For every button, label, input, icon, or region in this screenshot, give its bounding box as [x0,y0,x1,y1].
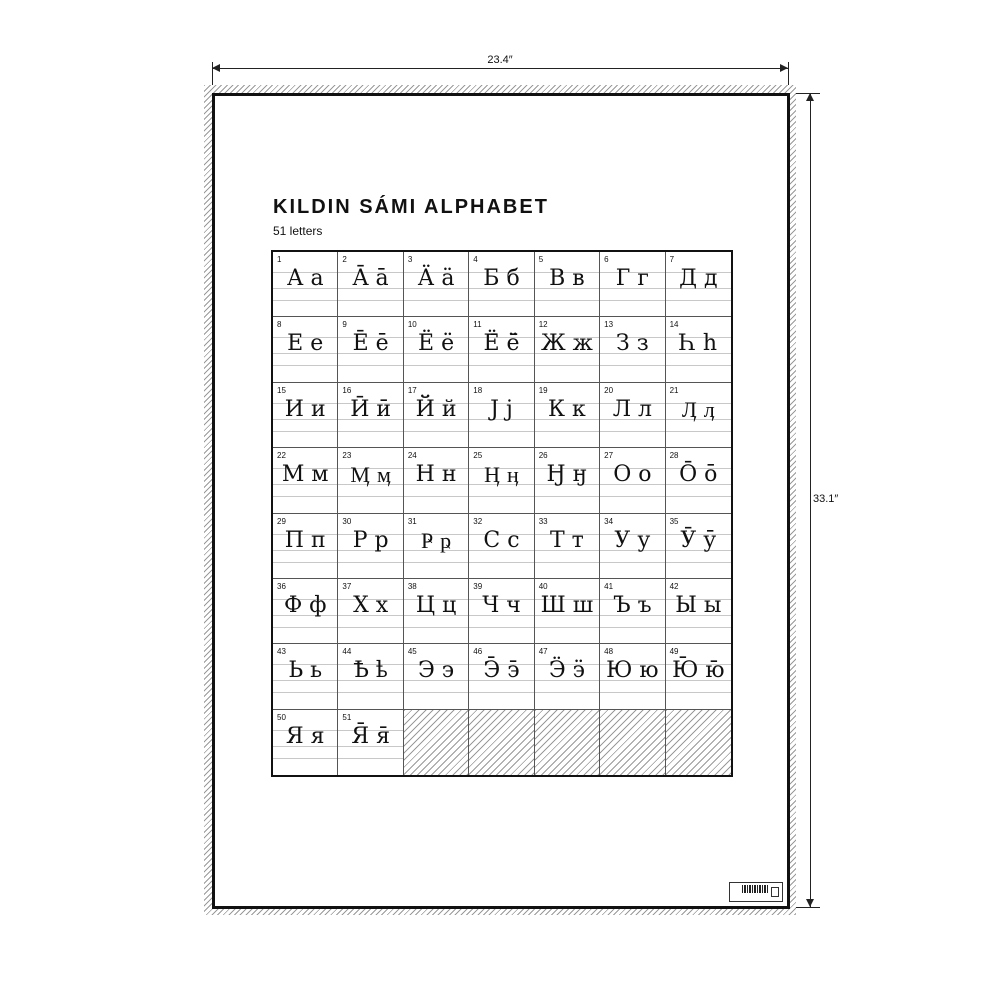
letter-glyph: Һ һ [679,331,718,357]
letter-glyph: Н н [415,462,457,488]
guide-line [404,300,468,301]
guide-line [273,758,337,759]
guide-line [273,496,337,497]
guide-line [469,365,533,366]
guide-line [469,692,533,693]
letter-cell [600,579,665,644]
letter-cell [600,514,665,579]
guide-line [666,627,731,628]
letter-glyph: Ē ē [352,331,389,357]
letter-glyph: Й й [415,396,457,422]
letter-glyph: Б б [483,266,520,291]
letter-glyph: Ж ж [540,331,593,357]
letter-glyph: Ӭ ӭ [548,658,585,684]
letter-number: 8 [277,320,282,330]
guide-line [600,562,664,563]
guide-line [535,627,599,628]
guide-line [338,758,402,759]
letter-glyph: Ҍ ҍ [353,658,388,684]
guide-line [338,496,402,497]
letter-glyph: Ё ё [418,331,455,357]
height-dimension-line [810,93,811,907]
letter-number: 50 [277,712,286,722]
letter-cell [469,252,534,317]
guide-line [535,365,599,366]
empty-hatched-cell [600,710,665,775]
letter-glyph: Ы ы [675,592,722,618]
letter-cell [404,317,469,382]
letter-number: 16 [342,385,352,395]
letter-number: 49 [669,647,679,657]
letter-glyph: Ō ō [679,462,718,488]
letter-cell [666,317,731,382]
guide-line [469,627,533,628]
guide-line [338,627,402,628]
guide-line [273,692,337,693]
letter-number: 30 [342,516,352,526]
letter-number: 4 [473,255,478,264]
letter-cell [666,514,731,579]
guide-line [666,496,731,497]
guide-line [273,627,337,628]
letter-glyph: Ӓ ӓ [417,266,455,291]
guide-line [338,300,402,301]
poster-sheet [212,93,790,909]
letter-cell [338,383,403,448]
barcode-icon [742,885,768,893]
letter-number: 21 [669,385,679,395]
letter-glyph: О о [613,462,652,488]
guide-line [600,496,664,497]
letter-number: 7 [669,255,675,264]
letter-cell [338,710,403,775]
letter-glyph: В в [549,266,585,291]
letter-number: 45 [407,647,417,657]
guide-line [666,365,731,366]
letter-number: 34 [604,516,614,526]
letter-cell [600,252,665,317]
height-dimension-tick-top [796,93,820,94]
letter-glyph: У у [614,527,651,553]
guide-line [469,300,533,301]
guide-line [273,562,337,563]
letter-glyph: Я̄ я̄ [351,723,390,749]
letter-number: 1 [277,255,282,264]
letter-glyph: Т т [550,527,584,553]
letter-cell [666,383,731,448]
guide-line [404,562,468,563]
letter-number: 39 [473,581,483,591]
letter-cell [469,579,534,644]
letter-number: 6 [604,255,609,264]
guide-line [535,431,599,432]
letter-number: 2 [342,255,347,264]
empty-hatched-cell [404,710,469,775]
letter-number: 43 [277,647,286,657]
guide-line [600,300,664,301]
guide-line [666,562,731,563]
guide-line [469,496,533,497]
letter-glyph: А а [286,266,324,291]
letter-cell [666,252,731,317]
width-dimension-tick-left [212,62,213,86]
guide-line [404,431,468,432]
letter-glyph: Х х [353,592,389,618]
guide-line [404,496,468,497]
letter-glyph: Ь ь [288,658,323,684]
letter-cell [273,252,338,317]
letter-cell [338,514,403,579]
letter-glyph: Ҏ ҏ [420,528,452,554]
letter-glyph: Ц ц [415,592,457,618]
letter-glyph: Е е [287,331,324,357]
letter-cell [273,383,338,448]
letter-glyph: П п [284,527,326,553]
guide-line [404,365,468,366]
guide-line [535,692,599,693]
guide-line [338,431,402,432]
letter-cell [338,644,403,709]
letter-number: 22 [277,451,286,461]
letter-cell [469,514,534,579]
letter-cell [338,448,403,513]
letter-glyph: Г г [615,266,649,291]
guide-line [535,300,599,301]
guide-line [338,692,402,693]
letter-glyph: Д д [679,266,718,291]
letter-glyph: Э э [417,658,455,684]
letter-glyph: Ӣ ӣ [350,396,392,422]
letter-cell [273,448,338,513]
letter-glyph: Ъ ъ [613,592,652,618]
letter-glyph: З з [616,331,649,357]
letter-number: 48 [604,647,614,657]
letter-glyph: С с [483,527,520,553]
letter-cell [535,383,600,448]
empty-hatched-cell [469,710,534,775]
guide-line [338,562,402,563]
letter-number: 51 [342,712,352,722]
letter-number: 27 [604,451,614,461]
letter-number: 3 [407,255,413,264]
letter-number: 12 [538,320,548,330]
width-dimension-line [212,68,788,69]
letter-cell [535,514,600,579]
letter-number: 32 [473,516,483,526]
letter-number: 46 [473,647,483,657]
letter-cell [273,514,338,579]
letter-number: 14 [669,320,679,330]
letter-cell [666,579,731,644]
letter-cell [338,579,403,644]
letter-cell [469,448,534,513]
letter-cell [535,448,600,513]
letter-number: 42 [669,581,679,591]
letter-cell [404,383,469,448]
letter-cell [600,644,665,709]
guide-line [404,692,468,693]
guide-line [600,627,664,628]
guide-line [469,431,533,432]
letter-cell [338,317,403,382]
letter-glyph: Ā ā [352,266,389,291]
label-box [771,887,779,897]
width-dimension-label: 23.4″ [470,54,530,66]
empty-hatched-cell [666,710,731,775]
letter-number: 10 [407,320,417,330]
letter-glyph: Ӯ ӯ [680,527,717,553]
letter-number: 37 [342,581,352,591]
letter-glyph: Ӈ ӈ [546,462,588,488]
guide-line [600,431,664,432]
letter-glyph: Ч ч [482,592,521,618]
letter-number: 36 [277,581,286,591]
letter-glyph: Р р [352,527,389,553]
letter-glyph: Э̄ э̄ [483,658,520,684]
letter-number: 19 [538,385,548,395]
letter-number: 47 [538,647,548,657]
letter-glyph: М м [281,462,329,488]
letter-number: 31 [407,516,417,526]
letter-glyph: Ю ю [606,658,659,684]
letter-cell [273,710,338,775]
guide-line [469,562,533,563]
letter-glyph: Ф ф [283,592,327,618]
letter-cell [273,579,338,644]
letter-cell [535,644,600,709]
letter-number: 33 [538,516,548,526]
letter-number: 11 [473,320,482,330]
width-dimension-tick-right [788,62,789,86]
guide-line [273,365,337,366]
letter-glyph: Ш ш [540,592,594,618]
poster-title: KILDIN SÁMI ALPHABET [273,196,549,218]
guide-line [273,431,337,432]
guide-line [600,692,664,693]
letter-glyph: J j [490,396,513,422]
letter-cell [338,252,403,317]
letter-cell [404,514,469,579]
letter-number: 5 [538,255,544,264]
letter-glyph: Ю̄ ю̄ [672,658,725,684]
guide-line [338,365,402,366]
letter-number: 18 [473,385,483,395]
letter-cell [404,644,469,709]
letter-number: 28 [669,451,679,461]
letter-number: 15 [277,385,286,395]
letter-number: 23 [342,451,352,461]
guide-line [666,431,731,432]
letter-cell [666,448,731,513]
guide-line [666,692,731,693]
letter-cell [404,252,469,317]
letter-cell [469,644,534,709]
guide-line [404,627,468,628]
letter-glyph: Ё̄ ё̄ [483,331,520,357]
letter-number: 35 [669,516,679,526]
guide-line [600,365,664,366]
letter-number: 25 [473,451,483,461]
letter-number: 38 [407,581,417,591]
letter-number: 17 [407,385,417,395]
letter-cell [404,448,469,513]
letter-number: 24 [407,451,417,461]
letter-cell [600,317,665,382]
letter-number: 44 [342,647,352,657]
poster-subtitle: 51 letters [273,224,323,238]
letter-cell [273,317,338,382]
guide-line [535,496,599,497]
letter-cell [535,252,600,317]
letter-glyph: Я я [285,723,325,749]
alphabet-grid [271,250,733,777]
letter-cell [666,644,731,709]
letter-number: 40 [538,581,548,591]
letter-number: 41 [604,581,614,591]
guide-line [535,562,599,563]
letter-glyph: Л л [612,396,653,422]
height-dimension-label: 33.1″ [813,493,839,505]
letter-cell [469,317,534,382]
letter-cell [535,317,600,382]
letter-glyph: Ӆ ӆ [681,397,715,423]
guide-line [666,300,731,301]
letter-number: 13 [604,320,614,330]
letter-cell [600,448,665,513]
letter-number: 9 [342,320,347,330]
letter-glyph: К к [548,396,586,422]
letter-cell [535,579,600,644]
letter-cell [600,383,665,448]
guide-line [273,300,337,301]
letter-glyph: Ӎ ӎ [350,463,391,489]
letter-cell [469,383,534,448]
product-label [729,882,783,902]
empty-hatched-cell [535,710,600,775]
height-dimension-tick-bottom [796,907,820,908]
letter-number: 26 [538,451,548,461]
letter-number: 20 [604,385,614,395]
letter-glyph: Ӊ ӊ [484,463,519,489]
letter-cell [404,579,469,644]
letter-glyph: И и [284,396,326,422]
letter-number: 29 [277,516,286,526]
letter-cell [273,644,338,709]
